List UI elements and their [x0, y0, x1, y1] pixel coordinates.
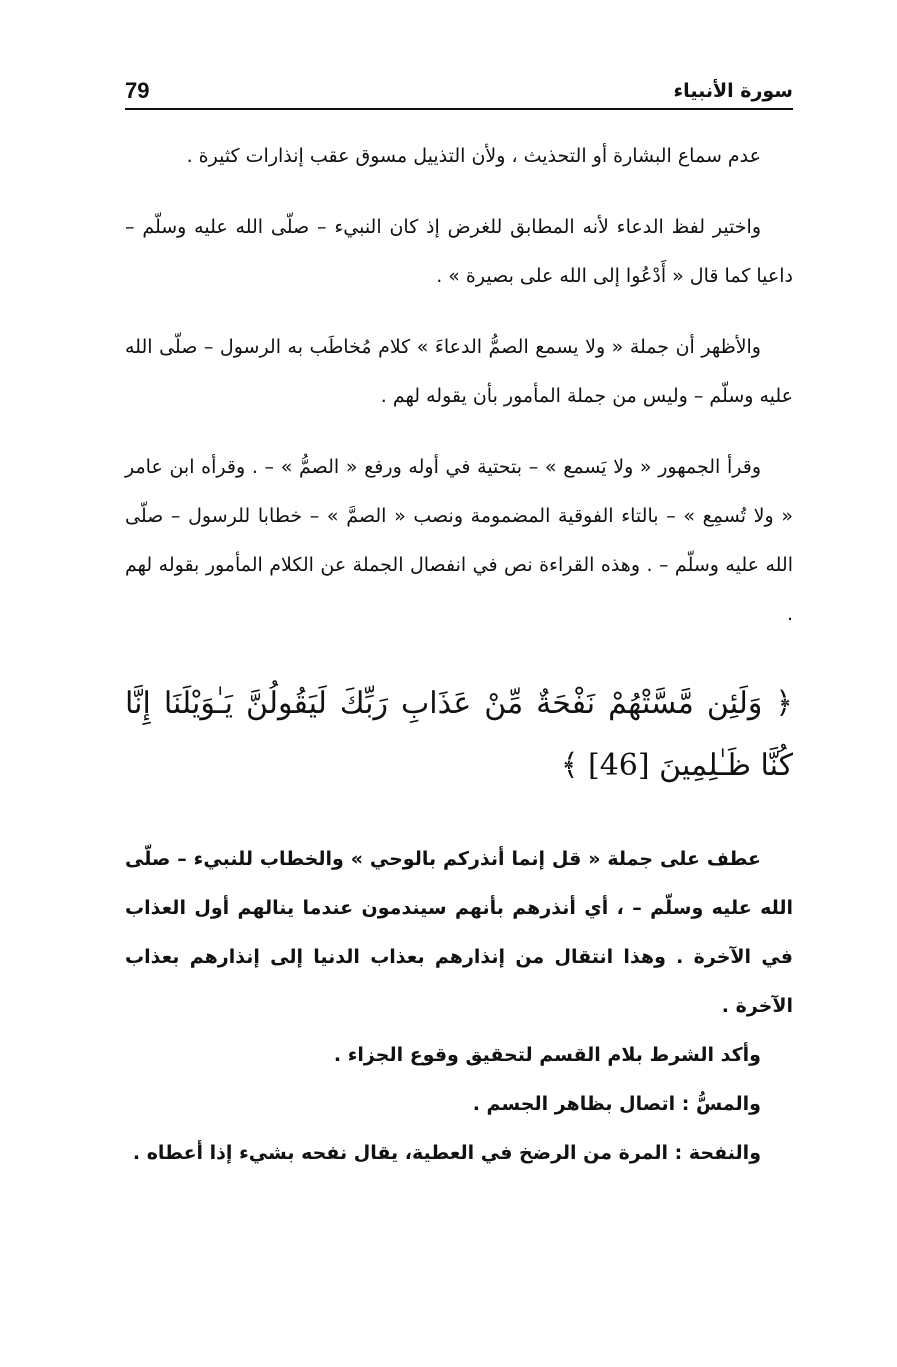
paragraph: والنفحة : المرة من الرضخ في العطية، يقال نفحه بشيء إذا أعطاه . [132, 1142, 761, 1164]
page-header [125, 78, 793, 108]
paragraph: والمسُّ : اتصال بظاهر الجسم . [472, 1093, 761, 1115]
quran-verse: ﴿ وَلَئِن مَّسَّتْهُمْ نَفْحَةٌ مِّنْ عَذَابِ رَبِّكَ لَيَقُولُنَّ يَـٰوَيْلَنَا إِنَّا كُنَّا ظَـٰلِمِينَ [46] ﴾ [125, 686, 793, 783]
running-title: سورة الأنبياء [673, 80, 793, 102]
paragraph: واختير لفظ الدعاء لأنه المطابق للغرض إذ كان النبيء – صلّى الله عليه وسلّم – داعيا كما قال « أَدْعُوا إلى الله على بصيرة » . [125, 216, 793, 287]
paragraph: وقرأ الجمهور « ولا يَسمع » – بتحتية في أوله ورفع « الصمُّ » – . وقرأه ابن عامر « ولا تُسمِع » – بالتاء الفوقية المضمومة ونصب « الصمَّ » – خطابا للرسول – صلّى الله عليه وسلّم – . وهذه القراءة نص في انفصال الجملة عن الكلام المأمور بقوله لهم . [125, 456, 793, 625]
page-number: 79 [125, 78, 150, 103]
paragraph: والأظهر أن جملة « ولا يسمع الصمُّ الدعاءَ » كلام مُخاطَب به الرسول – صلّى الله عليه وسلّم – وليس من جملة المأمور بأن يقوله لهم . [125, 336, 793, 407]
paragraph: عطف على جملة « قل إنما أنذركم بالوحي » والخطاب للنبيء – صلّى الله عليه وسلّم – ، أي أنذرهم بأنهم سيندمون عندما ينالهم أول العذاب في الآخرة . وهذا انتقال من إنذارهم بعذاب الدنيا إلى إنذارهم بعذاب الآخرة . [125, 848, 793, 1017]
header-rule [125, 108, 793, 110]
page-body [125, 132, 793, 1178]
paragraph: وأكد الشرط بلام القسم لتحقيق وقوع الجزاء . [333, 1044, 761, 1066]
paragraph: عدم سماع البشارة أو التحذيث ، ولأن التذييل مسوق عقب إنذارات كثيرة . [186, 145, 761, 167]
